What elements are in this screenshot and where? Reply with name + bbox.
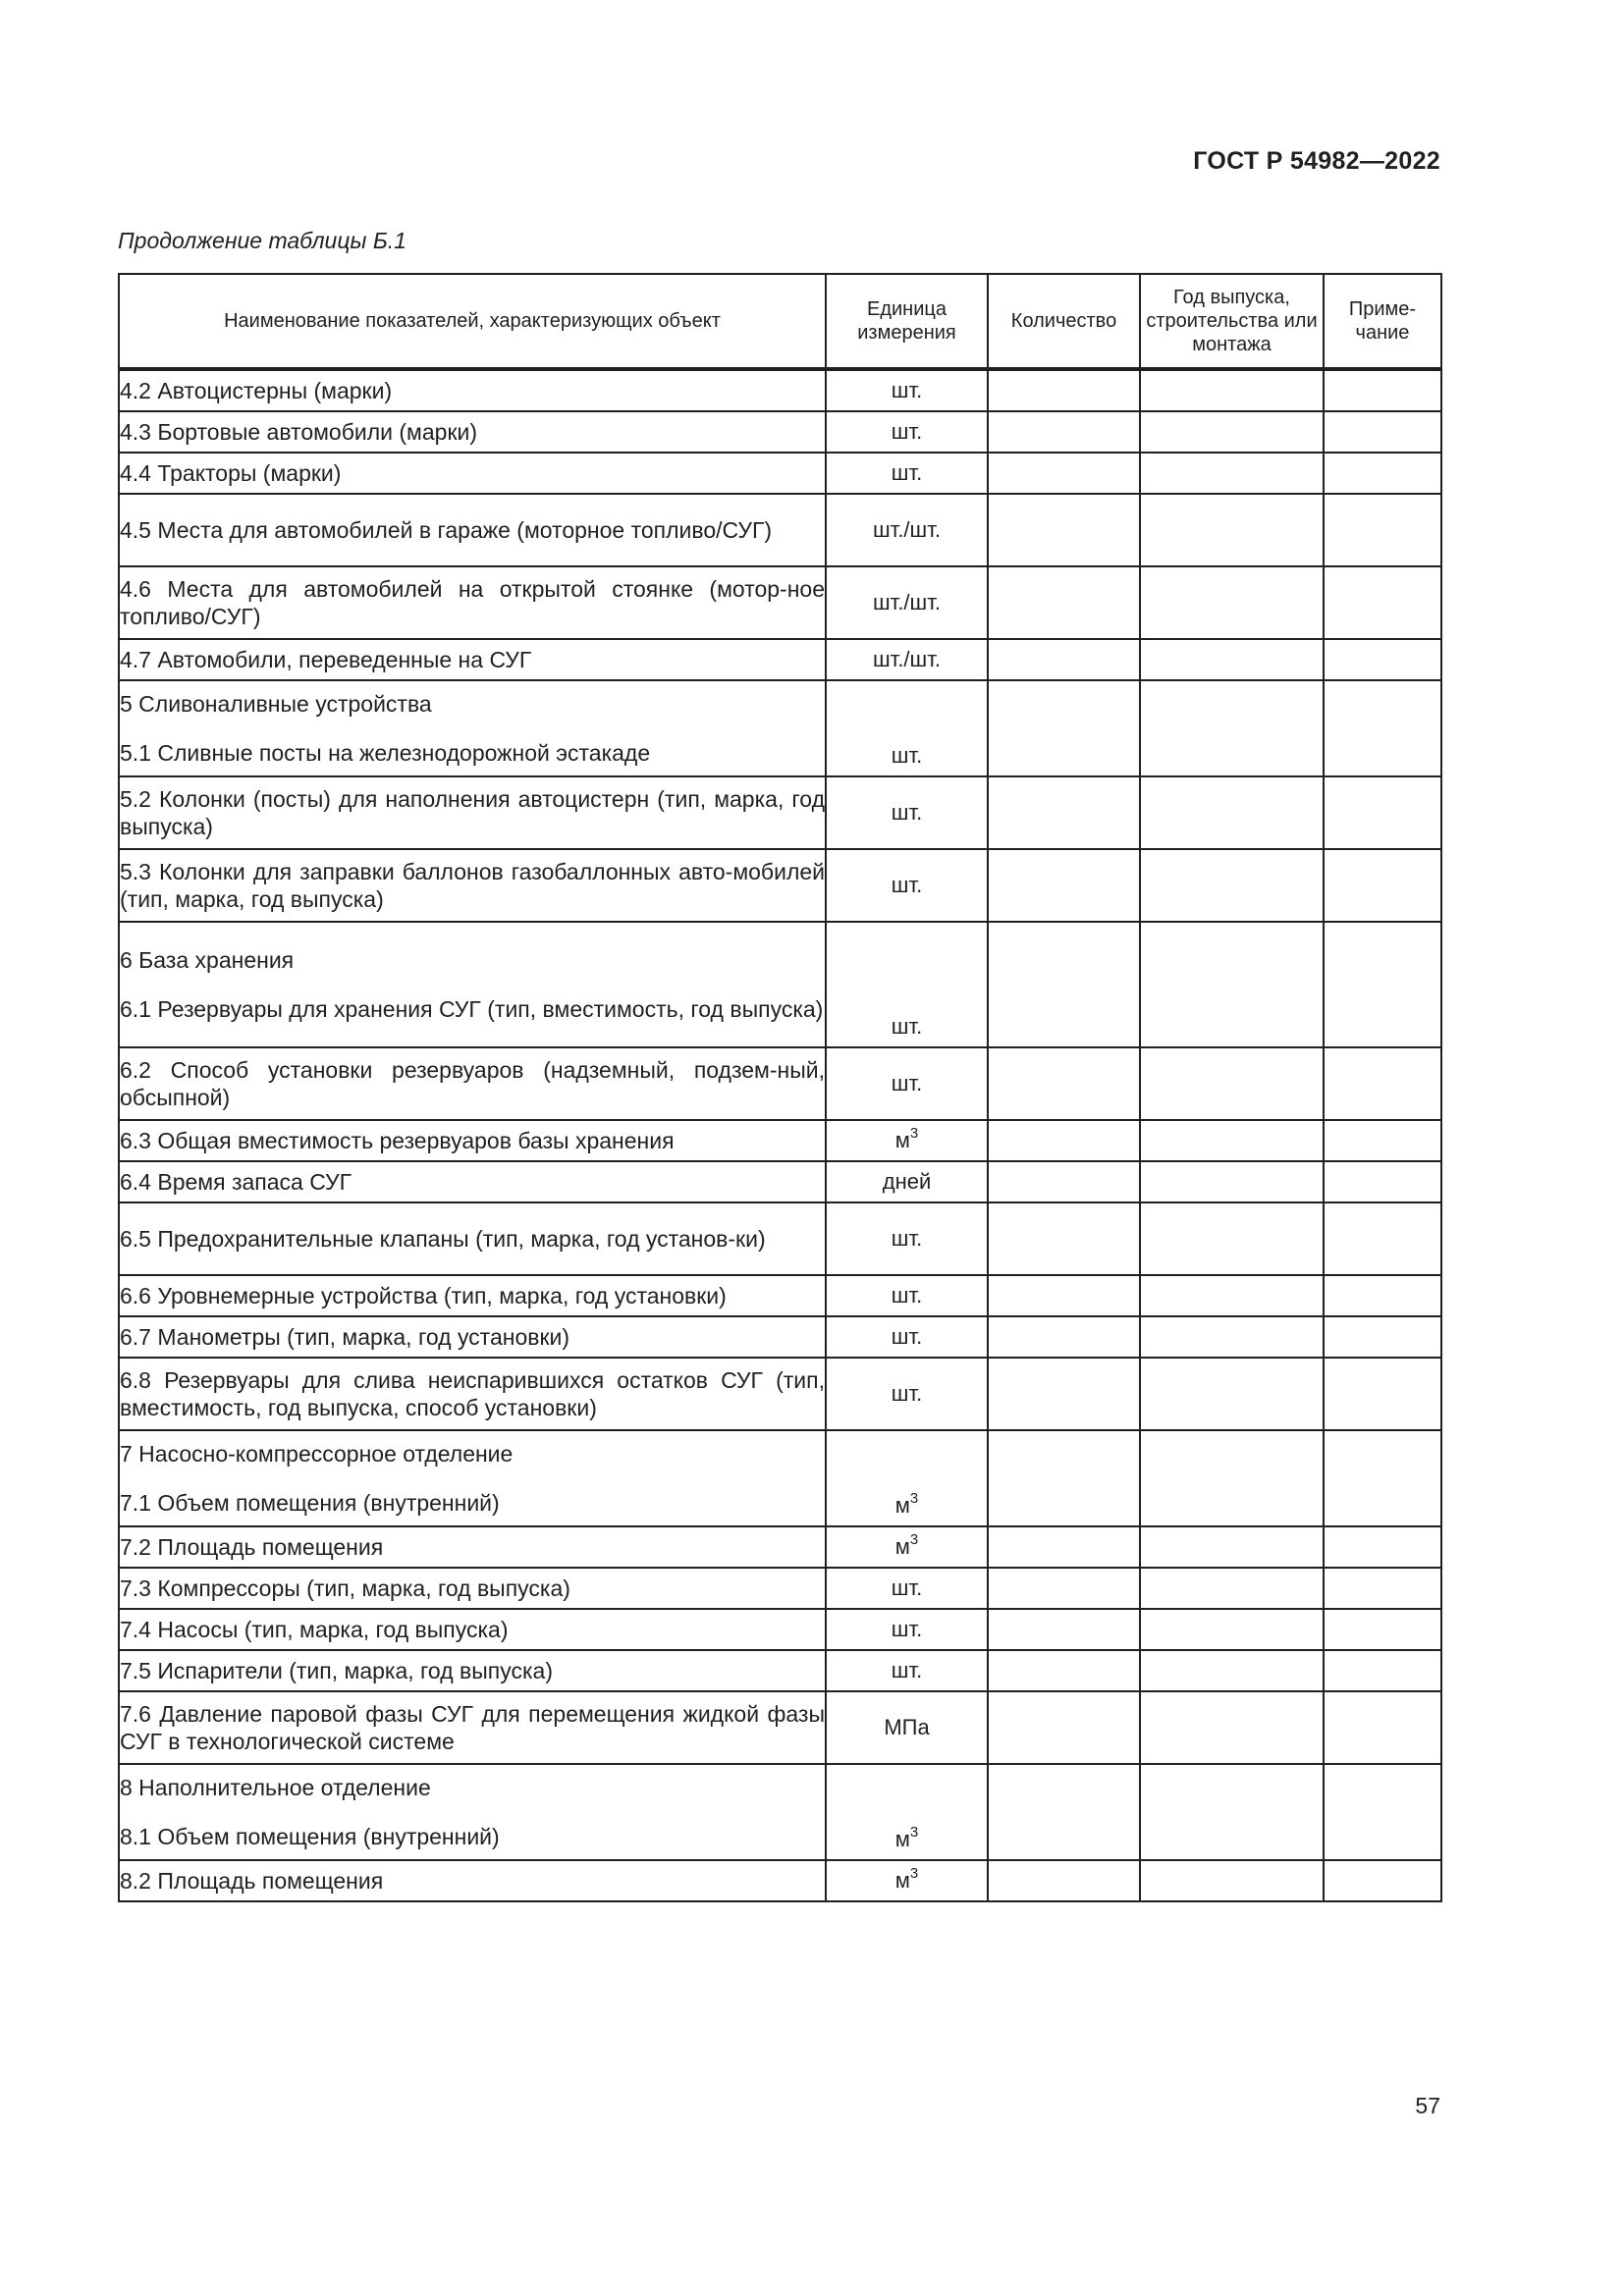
cell-year: [1140, 922, 1324, 1047]
cell-year: [1140, 1650, 1324, 1691]
cell-note: [1324, 1691, 1441, 1764]
cell-indicator-name: [119, 1526, 826, 1568]
indicator-label: 7.6 Давление паровой фазы СУГ для перемещения жидкой фазы СУГ в технологической системе: [120, 1701, 825, 1754]
indicator-label: 7.2 Площадь помещения: [120, 1534, 384, 1560]
cell-year: [1140, 1047, 1324, 1120]
cell-note: [1324, 1202, 1441, 1275]
cell-note: [1324, 1568, 1441, 1609]
indicator-label: 8.2 Площадь помещения: [120, 1868, 384, 1894]
table-row: [119, 1609, 1441, 1650]
table-row: [119, 1047, 1441, 1120]
table-row: [119, 1202, 1441, 1275]
indicator-label: 5.3 Колонки для заправки баллонов газобаллонных авто-мобилей (тип, марка, год выпуска): [120, 859, 825, 912]
data-table: [118, 273, 1442, 1902]
cell-indicator-name: [119, 680, 826, 776]
indicator-label: 4.2 Автоцистерны (марки): [120, 378, 393, 403]
cell-year: [1140, 1526, 1324, 1568]
cell-indicator-name: [119, 369, 826, 411]
cell-note: [1324, 1120, 1441, 1161]
cell-quantity: [988, 1568, 1140, 1609]
cell-indicator-name: [119, 1568, 826, 1609]
cell-indicator-name: [119, 566, 826, 639]
unit-label: шт.: [891, 378, 923, 402]
indicator-label: 6.4 Время запаса СУГ: [120, 1169, 352, 1195]
section-heading: 6 База хранения: [120, 947, 295, 973]
cell-unit: [826, 1568, 988, 1609]
cell-year: [1140, 1609, 1324, 1650]
cell-note: [1324, 1161, 1441, 1202]
cell-note: [1324, 639, 1441, 680]
cell-unit: [826, 639, 988, 680]
cell-unit: [826, 1161, 988, 1202]
indicator-label: 8.1 Объем помещения (внутренний): [120, 1824, 500, 1849]
cell-year: [1140, 1764, 1324, 1860]
unit-label: шт.: [891, 800, 923, 825]
cell-quantity: [988, 566, 1140, 639]
cell-quantity: [988, 849, 1140, 922]
indicator-label: 7.1 Объем помещения (внутренний): [120, 1490, 500, 1516]
unit-label: м: [894, 1868, 910, 1893]
unit-label: шт.: [891, 1226, 923, 1251]
unit-label: шт.: [891, 1575, 923, 1600]
cell-note: [1324, 369, 1441, 411]
table-row: [119, 1430, 1441, 1526]
indicator-label: 7.4 Насосы (тип, марка, год выпуска): [120, 1617, 509, 1642]
table-row: [119, 1568, 1441, 1609]
cell-quantity: [988, 1764, 1140, 1860]
cell-indicator-name: [119, 1609, 826, 1650]
unit-label: МПа: [884, 1715, 930, 1739]
indicator-label: 4.5 Места для автомобилей в гараже (моторное топливо/СУГ): [120, 517, 773, 543]
table-row: [119, 1860, 1441, 1901]
cell-indicator-name: [119, 1275, 826, 1316]
indicator-label: 6.7 Манометры (тип, марка, год установки): [120, 1324, 570, 1350]
cell-quantity: [988, 453, 1140, 494]
unit-label: шт.: [891, 743, 923, 768]
cell-indicator-name: [119, 1358, 826, 1430]
indicator-label: 6.2 Способ установки резервуаров (надземный, подзем-ный, обсыпной): [120, 1057, 825, 1110]
cell-indicator-name: [119, 1202, 826, 1275]
cell-note: [1324, 1609, 1441, 1650]
cell-indicator-name: [119, 1650, 826, 1691]
unit-label: дней: [882, 1169, 932, 1194]
cell-indicator-name: [119, 849, 826, 922]
cell-unit: [826, 1526, 988, 1568]
cell-unit: [826, 1764, 988, 1860]
cell-unit: [826, 849, 988, 922]
cell-quantity: [988, 1609, 1140, 1650]
unit-superscript: 3: [909, 1864, 919, 1882]
cell-note: [1324, 494, 1441, 566]
cell-indicator-name: [119, 411, 826, 453]
table-row: [119, 776, 1441, 849]
page-number: 57: [1415, 2093, 1440, 2118]
cell-unit: [826, 1202, 988, 1275]
cell-note: [1324, 776, 1441, 849]
cell-year: [1140, 1161, 1324, 1202]
table-row: [119, 1650, 1441, 1691]
section-heading: 7 Насосно-компрессорное отделение: [120, 1441, 514, 1467]
cell-year: [1140, 566, 1324, 639]
unit-label: шт./шт.: [873, 590, 941, 614]
cell-unit: [826, 566, 988, 639]
cell-year: [1140, 1275, 1324, 1316]
cell-quantity: [988, 1316, 1140, 1358]
cell-note: [1324, 680, 1441, 776]
cell-year: [1140, 1430, 1324, 1526]
cell-year: [1140, 411, 1324, 453]
cell-year: [1140, 1860, 1324, 1901]
indicator-label: 6.6 Уровнемерные устройства (тип, марка, год установки): [120, 1283, 727, 1308]
cell-unit: [826, 453, 988, 494]
table-row: [119, 369, 1441, 411]
cell-year: [1140, 453, 1324, 494]
indicator-label: 5.1 Сливные посты на железнодорожной эстакаде: [120, 740, 651, 766]
cell-indicator-name: [119, 1047, 826, 1120]
unit-label: шт./шт.: [873, 517, 941, 542]
column-header-name: Наименование показателей, характеризующих объект: [119, 274, 826, 369]
section-heading: 5 Сливоналивные устройства: [120, 691, 432, 717]
cell-year: [1140, 639, 1324, 680]
cell-note: [1324, 1860, 1441, 1901]
unit-label: шт.: [891, 1071, 923, 1095]
table-row: [119, 639, 1441, 680]
cell-indicator-name: [119, 494, 826, 566]
cell-unit: [826, 1609, 988, 1650]
cell-quantity: [988, 1860, 1140, 1901]
cell-note: [1324, 453, 1441, 494]
column-header-note: Приме-чание: [1324, 274, 1441, 369]
cell-unit: [826, 1120, 988, 1161]
cell-year: [1140, 1691, 1324, 1764]
unit-label: шт.: [891, 460, 923, 485]
cell-indicator-name: [119, 1120, 826, 1161]
cell-unit: [826, 411, 988, 453]
indicator-label: 4.7 Автомобили, переведенные на СУГ: [120, 647, 532, 672]
table-body: [119, 369, 1441, 1901]
cell-unit: [826, 922, 988, 1047]
cell-unit: [826, 1691, 988, 1764]
cell-unit: [826, 1860, 988, 1901]
cell-indicator-name: [119, 1764, 826, 1860]
table-row: [119, 1275, 1441, 1316]
cell-indicator-name: [119, 776, 826, 849]
cell-quantity: [988, 1120, 1140, 1161]
table-row: [119, 1161, 1441, 1202]
unit-label: м: [894, 1534, 910, 1559]
cell-unit: [826, 494, 988, 566]
unit-label: шт.: [891, 1283, 923, 1308]
cell-note: [1324, 849, 1441, 922]
indicator-label: 7.5 Испарители (тип, марка, год выпуска): [120, 1658, 553, 1683]
cell-note: [1324, 1650, 1441, 1691]
cell-year: [1140, 369, 1324, 411]
cell-indicator-name: [119, 453, 826, 494]
cell-quantity: [988, 922, 1140, 1047]
cell-quantity: [988, 494, 1140, 566]
cell-quantity: [988, 1526, 1140, 1568]
cell-quantity: [988, 1047, 1140, 1120]
cell-quantity: [988, 680, 1140, 776]
column-header-unit: Единица измерения: [826, 274, 988, 369]
cell-note: [1324, 1430, 1441, 1526]
cell-note: [1324, 1316, 1441, 1358]
table-row: [119, 922, 1441, 1047]
indicator-label: 6.8 Резервуары для слива неиспарившихся остатков СУГ (тип, вместимость, год выпуска, способ установки): [120, 1367, 825, 1420]
indicator-label: 6.5 Предохранительные клапаны (тип, марка, год установ-ки): [120, 1226, 766, 1252]
cell-indicator-name: [119, 922, 826, 1047]
cell-note: [1324, 1358, 1441, 1430]
cell-unit: [826, 369, 988, 411]
unit-superscript: 3: [909, 1530, 919, 1548]
cell-unit: [826, 1316, 988, 1358]
cell-indicator-name: [119, 1316, 826, 1358]
indicator-label: 4.6 Места для автомобилей на открытой стоянке (мотор-ное топливо/СУГ): [120, 576, 825, 629]
cell-quantity: [988, 639, 1140, 680]
indicator-label: 7.3 Компрессоры (тип, марка, год выпуска): [120, 1575, 570, 1601]
cell-year: [1140, 1316, 1324, 1358]
cell-year: [1140, 849, 1324, 922]
cell-note: [1324, 922, 1441, 1047]
cell-quantity: [988, 1650, 1140, 1691]
table-header-row: [119, 274, 1441, 369]
table-row: [119, 453, 1441, 494]
table-row: [119, 411, 1441, 453]
table-row: [119, 1120, 1441, 1161]
cell-year: [1140, 776, 1324, 849]
cell-note: [1324, 411, 1441, 453]
cell-note: [1324, 1275, 1441, 1316]
cell-quantity: [988, 411, 1140, 453]
column-header-quantity: Количество: [988, 274, 1140, 369]
cell-indicator-name: [119, 1430, 826, 1526]
cell-unit: [826, 1047, 988, 1120]
unit-label: шт.: [891, 1381, 923, 1406]
table-row: [119, 1358, 1441, 1430]
cell-year: [1140, 1120, 1324, 1161]
table-row: [119, 680, 1441, 776]
indicator-label: 6.1 Резервуары для хранения СУГ (тип, вместимость, год выпуска): [120, 996, 824, 1022]
cell-unit: [826, 680, 988, 776]
cell-quantity: [988, 1358, 1140, 1430]
cell-note: [1324, 1047, 1441, 1120]
cell-quantity: [988, 1161, 1140, 1202]
cell-unit: [826, 1358, 988, 1430]
unit-label: шт./шт.: [873, 647, 941, 671]
cell-note: [1324, 566, 1441, 639]
cell-unit: [826, 776, 988, 849]
cell-quantity: [988, 1202, 1140, 1275]
cell-indicator-name: [119, 1691, 826, 1764]
cell-note: [1324, 1526, 1441, 1568]
unit-label: шт.: [891, 1617, 923, 1641]
unit-superscript: 3: [909, 1823, 919, 1841]
cell-unit: [826, 1650, 988, 1691]
table-row: [119, 566, 1441, 639]
cell-year: [1140, 1568, 1324, 1609]
cell-indicator-name: [119, 1161, 826, 1202]
unit-superscript: 3: [909, 1124, 919, 1142]
indicator-label: 4.3 Бортовые автомобили (марки): [120, 419, 478, 445]
table-row: [119, 1316, 1441, 1358]
cell-year: [1140, 680, 1324, 776]
table-row: [119, 1691, 1441, 1764]
cell-unit: [826, 1275, 988, 1316]
unit-label: м: [894, 1128, 910, 1152]
cell-year: [1140, 1202, 1324, 1275]
cell-quantity: [988, 369, 1140, 411]
cell-year: [1140, 494, 1324, 566]
indicator-label: 4.4 Тракторы (марки): [120, 460, 342, 486]
cell-unit: [826, 1430, 988, 1526]
cell-year: [1140, 1358, 1324, 1430]
cell-quantity: [988, 776, 1140, 849]
unit-label: м: [894, 1827, 910, 1851]
cell-indicator-name: [119, 639, 826, 680]
cell-quantity: [988, 1691, 1140, 1764]
unit-label: шт.: [891, 1324, 923, 1349]
section-heading: 8 Наполнительное отделение: [120, 1775, 431, 1800]
table-row: [119, 494, 1441, 566]
unit-label: м: [894, 1493, 910, 1518]
indicator-label: 5.2 Колонки (посты) для наполнения автоцистерн (тип, марка, год выпуска): [120, 786, 825, 839]
table-row: [119, 1764, 1441, 1860]
cell-quantity: [988, 1430, 1140, 1526]
unit-label: шт.: [891, 1014, 923, 1039]
document-code-header: ГОСТ Р 54982—2022: [1193, 147, 1440, 175]
cell-note: [1324, 1764, 1441, 1860]
unit-label: шт.: [891, 419, 923, 444]
indicator-label: 6.3 Общая вместимость резервуаров базы хранения: [120, 1128, 675, 1153]
table-row: [119, 1526, 1441, 1568]
column-header-year: Год выпуска, строительства или монтажа: [1140, 274, 1324, 369]
cell-indicator-name: [119, 1860, 826, 1901]
table-caption: Продолжение таблицы Б.1: [118, 228, 406, 253]
unit-label: шт.: [891, 873, 923, 897]
unit-label: шт.: [891, 1658, 923, 1682]
unit-superscript: 3: [909, 1489, 919, 1507]
cell-quantity: [988, 1275, 1140, 1316]
table-row: [119, 849, 1441, 922]
